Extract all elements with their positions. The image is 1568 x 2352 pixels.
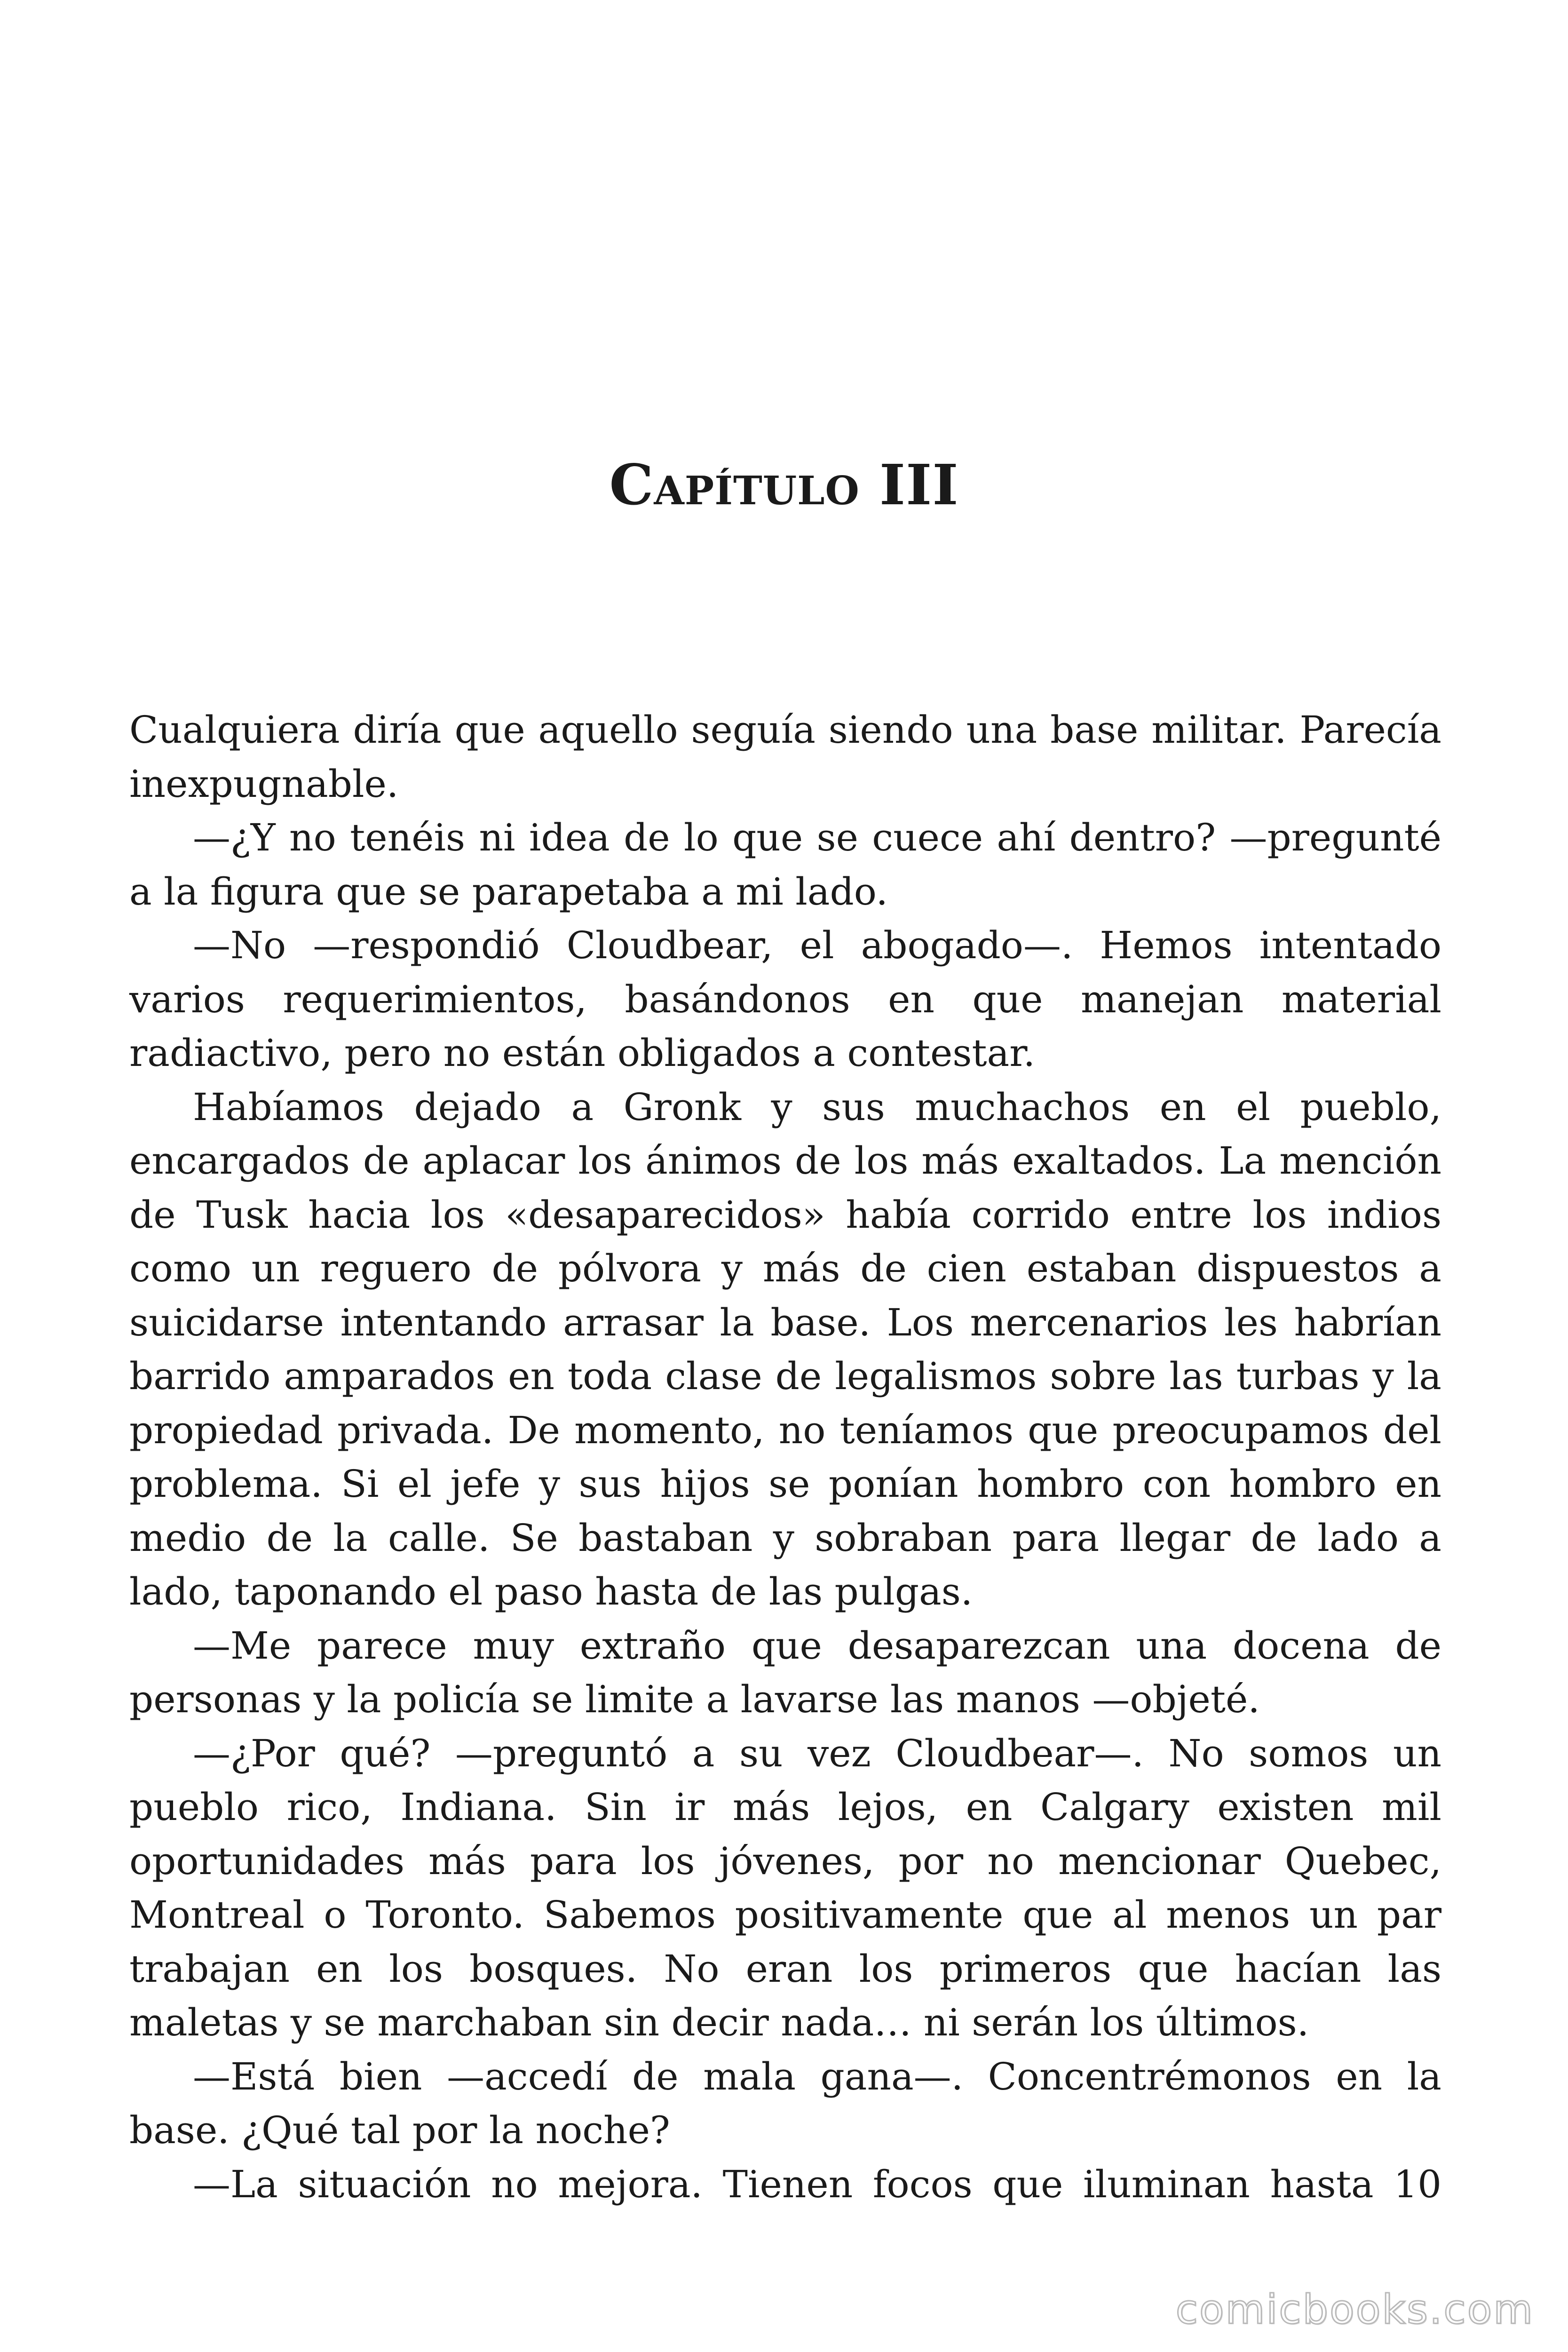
paragraph-6: —¿Por qué? —preguntó a su vez Cloudbear—. No somos un pueblo rico, Indiana. Sin ir más lejos, en Calgary existen mil oportunidades más para los jóvenes, por no mencionar Quebec, Montreal o Toronto. Sabemos positivamente que al menos un par trabajan en los bosques. No eran los primeros que hacían las maletas y se marchaban sin decir nada… ni serán los últimos. — [129, 1731, 1441, 2044]
chapter-title: Capítulo III — [609, 452, 959, 517]
chapter-body — [129, 703, 1441, 2211]
paragraph-4: Habíamos dejado a Gronk y sus muchachos en el pueblo, encargados de aplacar los ánimos de los más exaltados. La mención de Tusk hacia los «desaparecidos» había corrido entre los indios como un reguero de pólvora y más de cien estaban dispuestos a suicidarse intentando arrasar la base. Los mercenarios les habrían barrido amparados en toda clase de legalismos sobre las turbas y la propiedad privada. De momento, no teníamos que preocupamos del problema. Si el jefe y sus hijos se ponían hombro con hombro en medio de la calle. Se bastaban y sobraban para llegar de lado a lado, taponando el paso hasta de las pulgas. — [129, 1085, 1441, 1613]
site-watermark: comicbooks.com — [1175, 2286, 1534, 2333]
paragraph-5: —Me parece muy extraño que desaparezcan una docena de personas y la policía se limite a lavarse las manos —objeté. — [129, 1623, 1441, 1721]
paragraph-7: —Está bien —accedí de mala gana—. Concentrémonos en la base. ¿Qué tal por la noche? — [129, 2054, 1441, 2152]
paragraph-1: Cualquiera diría que aquello seguía siendo una base militar. Parecía inexpugnable. — [129, 708, 1441, 806]
paragraph-3: —No —respondió Cloudbear, el abogado—. Hemos intentado varios requerimientos, basándonos en que manejan material radiactivo, pero no están obligados a contestar. — [129, 923, 1441, 1075]
paragraph-2: —¿Y no tenéis ni idea de lo que se cuece ahí dentro? —pregunté a la figura que se parapetaba a mi lado. — [129, 816, 1441, 914]
paragraph-8: —La situación no mejora. Tienen focos que iluminan hasta 10 — [193, 2162, 1441, 2206]
